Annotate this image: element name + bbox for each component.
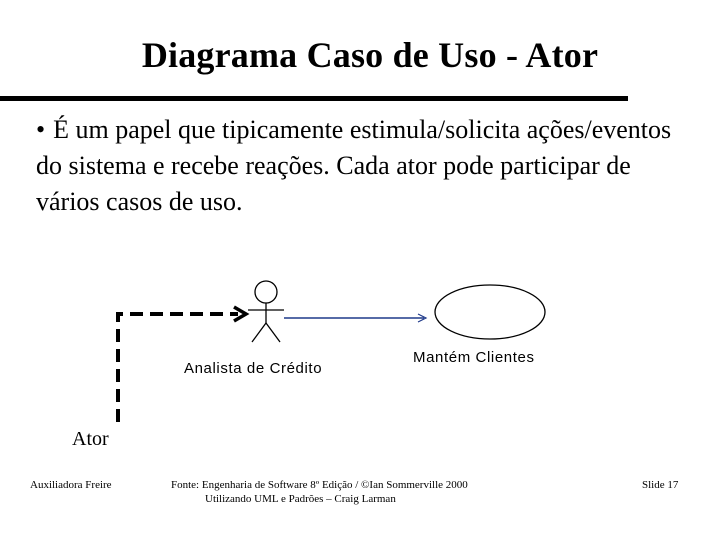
bullet-marker: • [36,115,46,144]
footer-source-line1: Fonte: Engenharia de Software 8º Edição / ©Ian Sommerville 2000 [171,479,468,491]
bullet-text: É um papel que tipicamente estimula/solicita ações/eventos do sistema e recebe reações. Cada ator pode participar de vários casos de uso. [36,115,672,216]
actor-stick-figure [248,281,284,342]
actor-name-label: Analista de Crédito [184,360,323,377]
actor-right-leg [266,323,280,342]
footer-source-line2: Utilizando UML e Padrões – Craig Larman [205,493,396,505]
actor-pointer-label: Ator [72,428,109,450]
use-case-ellipse [435,285,545,339]
footer-slide-number: Slide 17 [642,479,679,491]
footer-source [171,478,468,506]
use-case-name-label: Mantém Clientes [413,349,535,366]
actor-head [255,281,277,303]
slide-title: Diagrama Caso de Uso - Ator [141,35,599,75]
footer-author: Auxiliadora Freire [30,479,112,491]
actor-left-leg [252,323,266,342]
